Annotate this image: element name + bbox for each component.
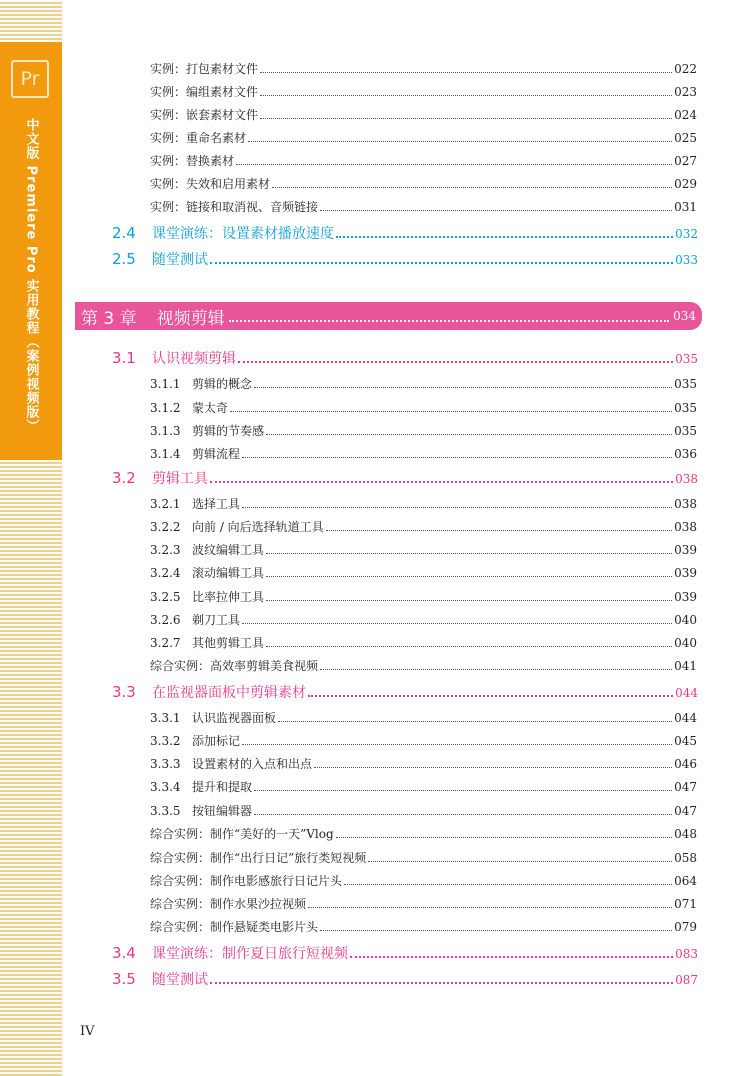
leader-dots [242,622,672,624]
toc-entry[interactable]: 3.3.5 按钮编辑器 047 [150,804,697,818]
toc-entry[interactable]: 实例：打包素材文件 022 [150,62,697,76]
leader-dots [236,163,672,165]
premiere-logo-icon: Pr [11,60,49,98]
toc-section[interactable]: 3.5 随堂测试 087 [112,970,698,988]
leader-dots [254,386,672,388]
leader-dots [266,433,672,435]
leader-dots [272,186,672,188]
toc-entry[interactable]: 3.1.4 剪辑流程 036 [150,447,697,461]
toc-entry[interactable]: 实例：编组素材文件 023 [150,85,697,99]
leader-dots [320,209,672,211]
toc-entry[interactable]: 3.2.4 滚动编辑工具 039 [150,566,697,580]
leader-dots [238,360,673,363]
toc-section[interactable]: 3.1 认识视频剪辑 035 [112,349,698,367]
toc-section[interactable]: 2.4 课堂演练：设置素材播放速度 032 [112,224,698,242]
leader-dots [320,668,672,670]
leader-dots [344,883,672,885]
leader-dots [266,599,672,601]
toc-entry[interactable]: 3.1.3 剪辑的节奏感 035 [150,424,697,438]
toc-entry[interactable]: 实例：失效和启用素材 029 [150,177,697,191]
toc-entry[interactable]: 实例：链接和取消视、音频链接 031 [150,200,697,214]
leader-dots [260,117,672,119]
leader-dots [314,766,672,768]
leader-dots [266,575,672,577]
toc-entry[interactable]: 3.2.3 波纹编辑工具 039 [150,543,697,557]
leader-dots [242,506,672,508]
leader-dots [336,836,672,838]
leader-dots [336,235,673,238]
toc-entry[interactable]: 3.1.2 蒙太奇 035 [150,401,697,415]
toc-entry[interactable]: 3.2.6 剃刀工具 040 [150,613,697,627]
toc-entry[interactable]: 实例：替换素材 027 [150,154,697,168]
toc-entry[interactable]: 实例：重命名素材 025 [150,131,697,145]
chapter-heading[interactable]: 第 3 章 视频剪辑 034 [75,302,702,330]
leader-dots [278,720,672,722]
toc-entry[interactable]: 3.3.2 添加标记 045 [150,734,697,748]
leader-dots [210,981,673,984]
toc-entry[interactable]: 3.3.1 认识监视器面板 044 [150,711,697,725]
leader-dots [230,410,672,412]
leader-dots [308,694,673,697]
toc-section[interactable]: 3.2 剪辑工具 038 [112,469,698,487]
leader-dots [254,789,672,791]
toc-section[interactable]: 3.4 课堂演练：制作夏日旅行短视频 083 [112,944,698,962]
toc-entry[interactable]: 3.2.1 选择工具 038 [150,497,697,511]
leader-dots [210,480,673,483]
leader-dots [260,71,672,73]
leader-dots [242,743,672,745]
toc-entry[interactable]: 3.2.2 向前 / 向后选择轨道工具 038 [150,520,697,534]
leader-dots [320,929,672,931]
leader-dots [308,906,672,908]
book-title-vertical: 中文版 Premiere Pro 实用教程（案例视频版） [23,118,39,434]
toc-entry[interactable]: 3.2.7 其他剪辑工具 040 [150,636,697,650]
page-number: IV [80,1024,95,1039]
toc-entry[interactable]: 3.3.4 提升和提取 047 [150,780,697,794]
toc-entry[interactable]: 综合实例：制作“美好的一天”Vlog 048 [150,827,697,841]
leader-dots [368,860,672,862]
leader-dots [248,140,672,142]
leader-dots [210,261,673,264]
leader-dots [242,456,672,458]
toc-section[interactable]: 3.3 在监视器面板中剪辑素材 044 [112,683,698,701]
toc-entry[interactable]: 综合实例：制作水果沙拉视频 071 [150,897,697,911]
toc-entry[interactable]: 综合实例：制作电影感旅行日记片头 064 [150,874,697,888]
leader-dots [260,94,672,96]
toc-entry[interactable]: 3.2.5 比率拉伸工具 039 [150,590,697,604]
toc-entry[interactable]: 综合实例：制作“出行日记”旅行类短视频 058 [150,851,697,865]
leader-dots [229,319,669,322]
toc-entry[interactable]: 3.1.1 剪辑的概念 035 [150,377,697,391]
toc-section[interactable]: 2.5 随堂测试 033 [112,250,698,268]
leader-dots [266,552,672,554]
leader-dots [254,813,672,815]
toc-entry[interactable]: 综合实例：制作悬疑类电影片头 079 [150,920,697,934]
leader-dots [350,955,673,958]
toc-entry[interactable]: 综合实例：高效率剪辑美食视频 041 [150,659,697,673]
toc-entry[interactable]: 3.3.3 设置素材的入点和出点 046 [150,757,697,771]
toc-entry[interactable]: 实例：嵌套素材文件 024 [150,108,697,122]
leader-dots [326,529,672,531]
leader-dots [266,645,672,647]
